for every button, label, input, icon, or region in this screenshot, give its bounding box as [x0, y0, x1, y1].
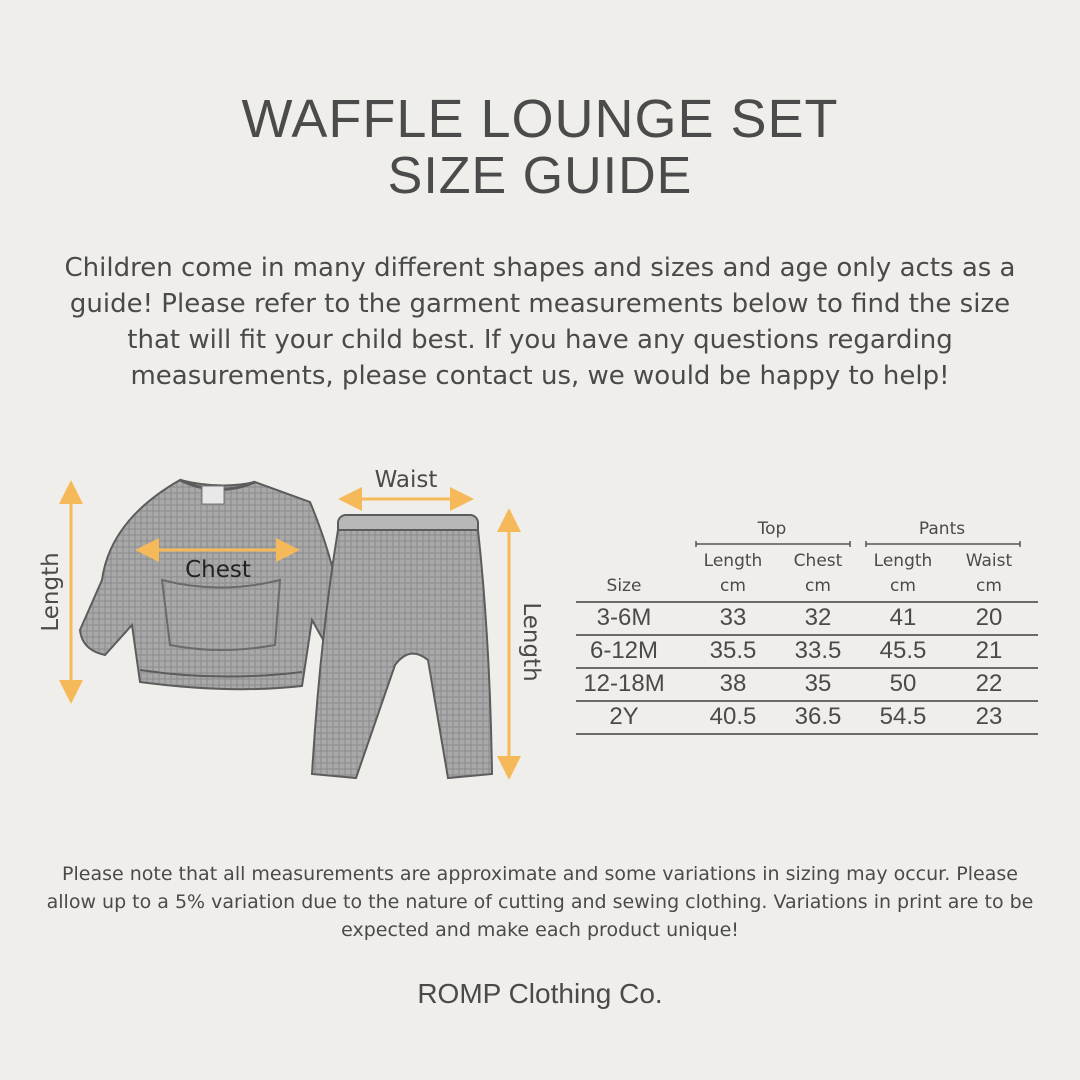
group-header-pants: Pants [918, 519, 966, 539]
pants-drawing [312, 515, 492, 778]
unit-pants-length: cm [890, 576, 916, 596]
cell-pants-length: 50 [889, 670, 917, 697]
col-header-pants-length: Length [873, 551, 933, 571]
sweater-drawing [80, 480, 355, 689]
cell-top-length: 38 [719, 670, 747, 697]
cell-top-length: 40.5 [709, 703, 757, 730]
cell-pants-length: 45.5 [879, 637, 927, 664]
col-header-top-chest: Chest [793, 551, 843, 571]
table-divider [576, 667, 1038, 669]
cell-pants-waist: 21 [975, 637, 1003, 664]
group-header-top: Top [757, 519, 787, 539]
intro-text: Children come in many different shapes and sizes and age only acts as a guide! Please refer to the garment measurements below to find the size that will fit your child best. If you have any questions regarding measurements, please contact us, we would be happy to help! [64, 253, 1016, 391]
size-table [576, 515, 1038, 745]
cell-pants-waist: 22 [975, 670, 1003, 697]
page-subtitle: SIZE GUIDE [387, 147, 693, 205]
cell-size: 2Y [609, 703, 639, 730]
cell-pants-waist: 23 [975, 703, 1003, 730]
disclaimer-note: Please note that all measurements are approximate and some variations in sizing may occur. Please allow up to a 5% variation due to the nature of cutting and sewing clothing. Variations in print are to be expected and make each product unique! [46, 863, 1034, 941]
col-header-size: Size [606, 576, 642, 596]
cell-pants-length: 41 [889, 604, 917, 631]
unit-top-chest: cm [805, 576, 831, 596]
cell-size: 12-18M [583, 670, 665, 697]
garment-illustration [30, 460, 560, 790]
cell-top-length: 33 [719, 604, 747, 631]
waist-label: Waist [374, 467, 438, 493]
cell-pants-waist: 20 [975, 604, 1003, 631]
col-header-pants-waist: Waist [965, 551, 1013, 571]
cell-top-chest: 36.5 [794, 703, 842, 730]
cell-size: 6-12M [589, 637, 659, 664]
brand-name: ROMP Clothing Co. [417, 978, 663, 1009]
chest-label: Chest [185, 557, 251, 583]
unit-pants-waist: cm [976, 576, 1002, 596]
col-header-top-length: Length [703, 551, 763, 571]
table-divider [576, 700, 1038, 702]
cell-top-length: 35.5 [709, 637, 757, 664]
page-title: WAFFLE LOUNGE SET [241, 89, 839, 149]
cell-pants-length: 54.5 [879, 703, 927, 730]
cell-top-chest: 32 [804, 604, 832, 631]
table-divider [576, 634, 1038, 636]
cell-top-chest: 35 [804, 670, 832, 697]
pants-length-label: Length [518, 602, 544, 682]
table-divider [576, 601, 1038, 603]
unit-top-length: cm [720, 576, 746, 596]
table-divider [576, 733, 1038, 735]
top-length-label: Length [38, 552, 64, 632]
cell-top-chest: 33.5 [794, 637, 842, 664]
cell-size: 3-6M [596, 604, 652, 631]
